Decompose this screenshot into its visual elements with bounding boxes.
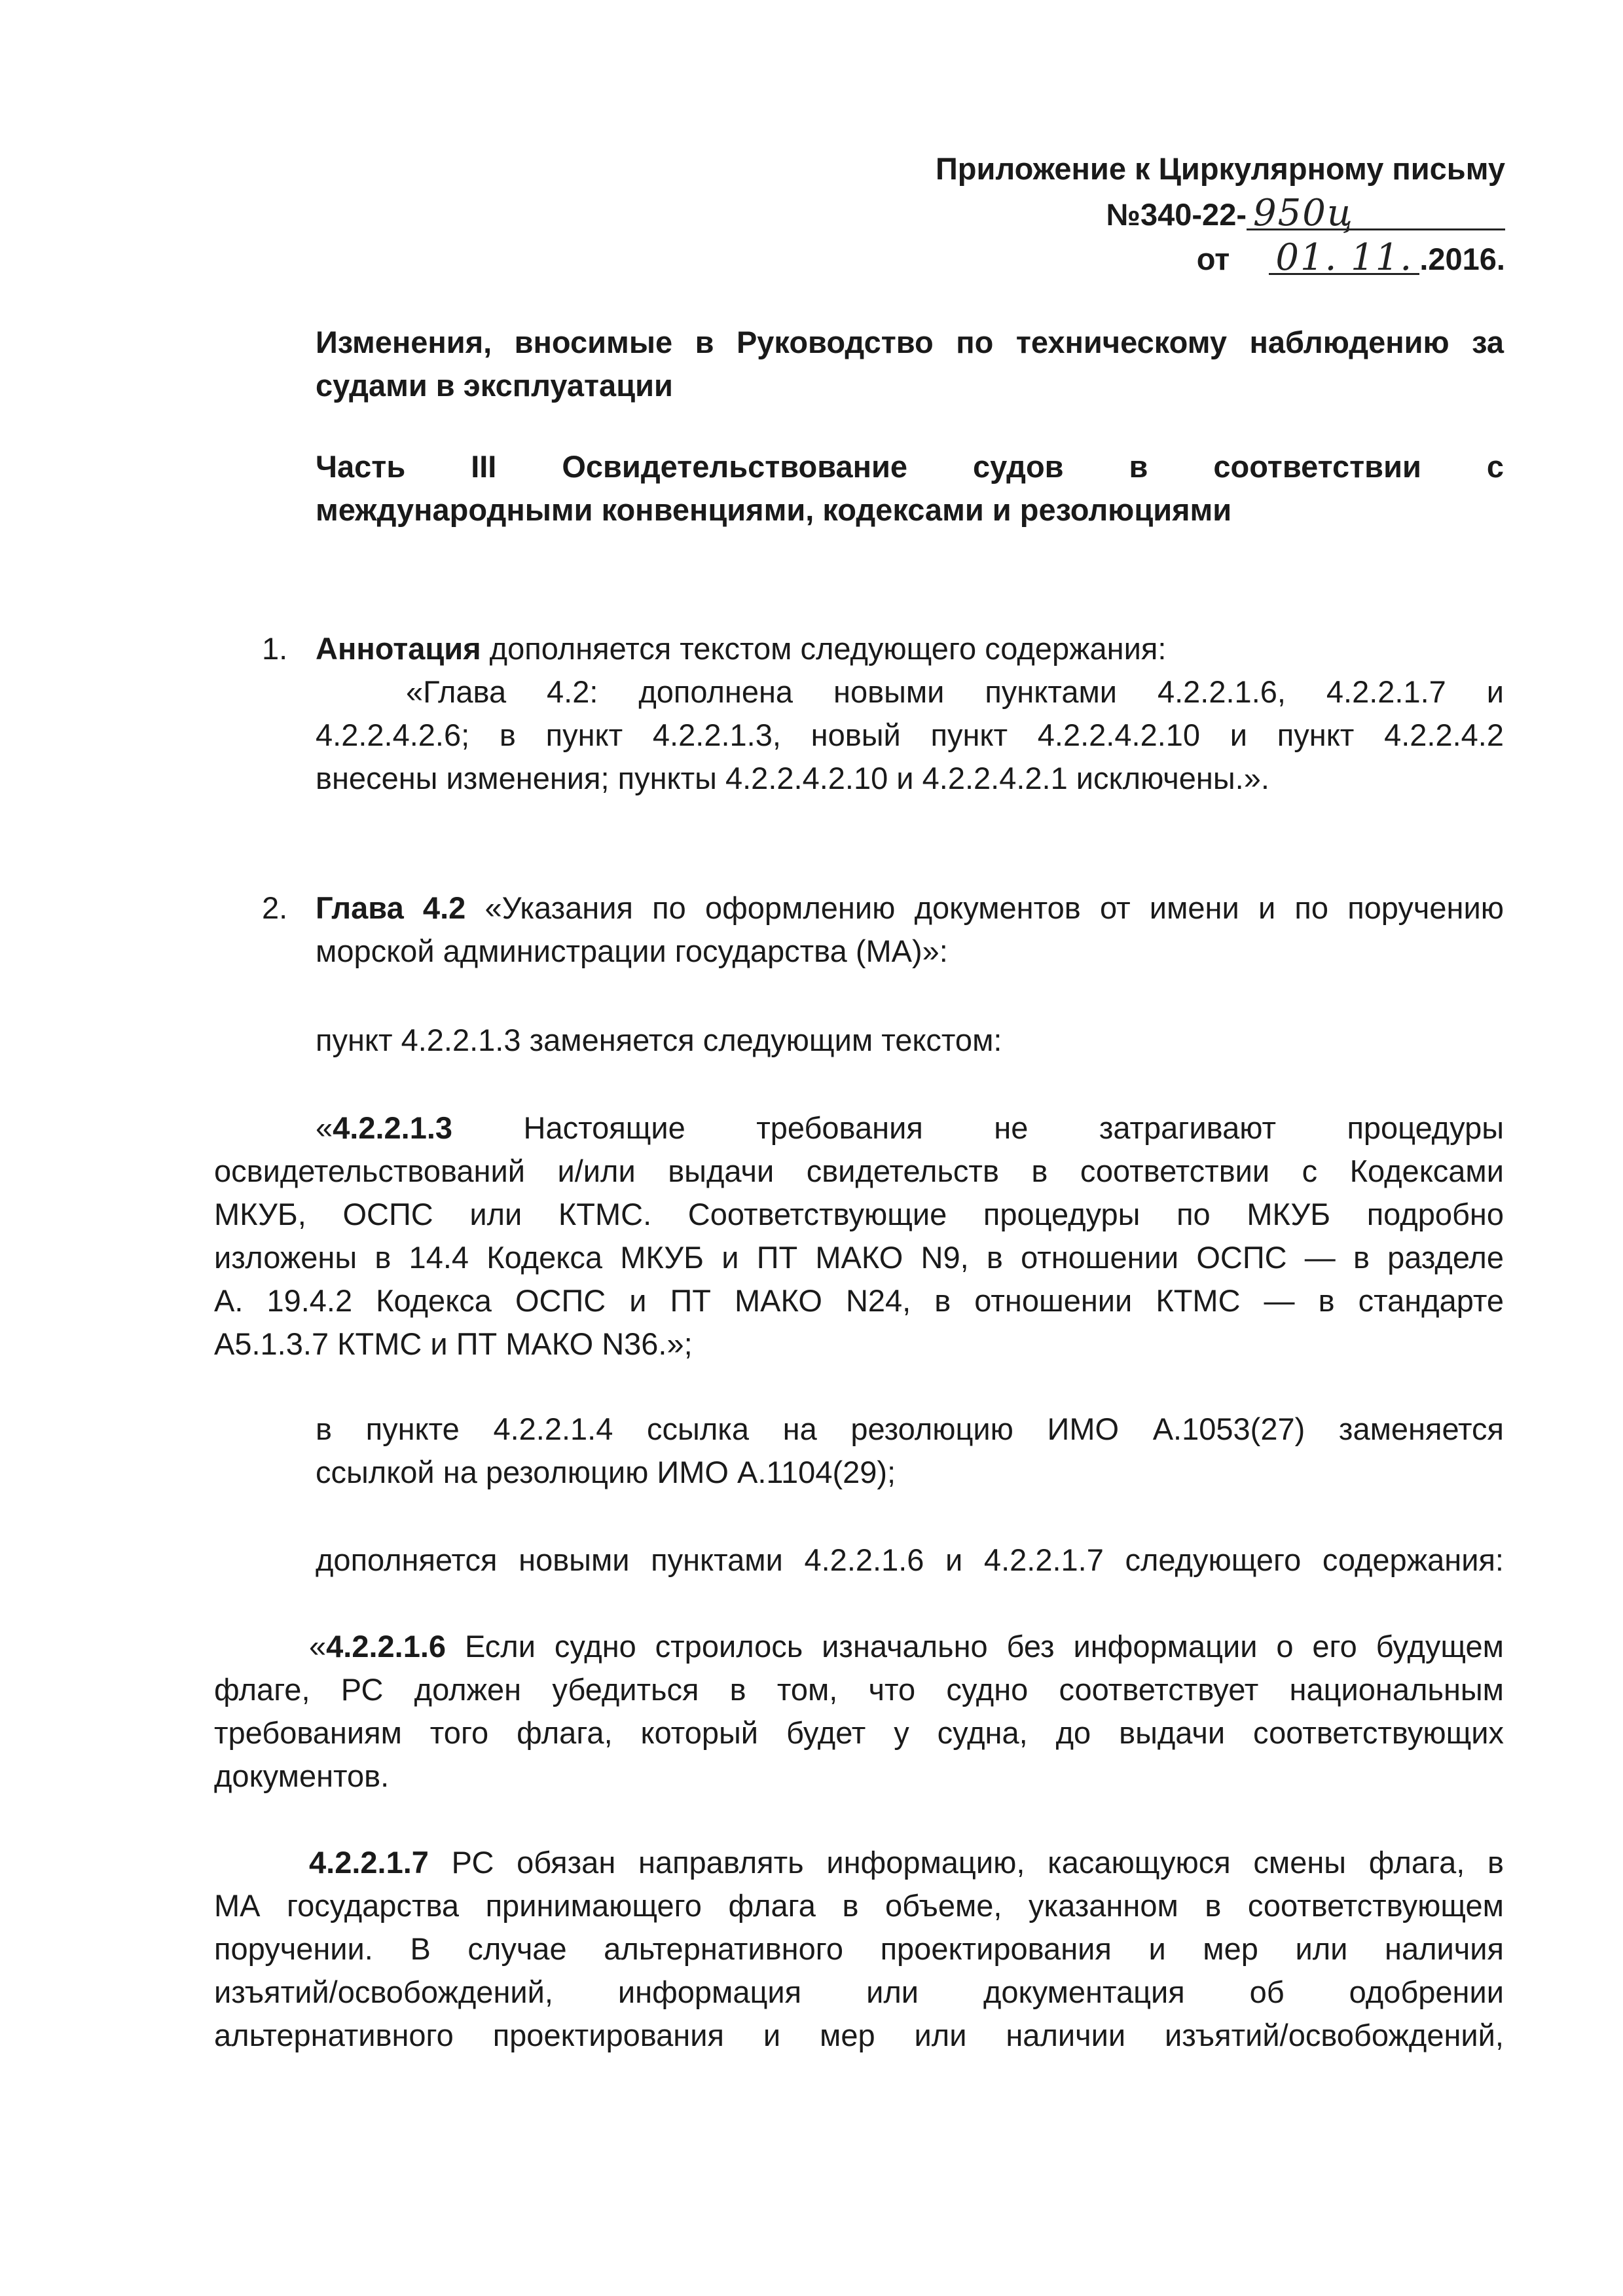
part-word: соответствии [1213,449,1421,484]
clause-4-2-2-1-7-line-2: МА государства принимающего флага в объеме, указанном в соответствующем [214,1888,1504,1923]
clause-4-2-2-1-7-line-1-rest: РС обязан направлять информацию, касающуюся смены флага, в [428,1845,1504,1880]
letter-date-prefix: от [1196,242,1230,276]
part-word: в [1129,449,1148,484]
part-title [316,445,1504,532]
clause-4-2-2-1-7-line-3: поручении. В случае альтернативного проектирования и мер или наличия [214,1931,1504,1966]
item-1-lead-rest: дополняется текстом следующего содержания: [481,631,1167,666]
open-quote: « [309,1629,327,1664]
clause-4-2-2-1-7-number: 4.2.2.1.7 [309,1845,429,1880]
letter-date-suffix: .2016. [1419,242,1505,276]
clause-4-2-2-1-4-line-2: ссылкой на резолюцию ИМО А.1104(29); [316,1455,896,1489]
clause-4-2-2-1-7 [214,1841,1504,2057]
item-1-quote-line-2: 4.2.2.4.2.6; в пункт 4.2.2.1.3, новый пункт 4.2.2.4.2.10 и пункт 4.2.2.4.2 [316,718,1504,752]
clause-4-2-2-1-7-line-4: изъятий/освобождений, информация или документация об одобрении [214,1975,1504,2009]
clause-4-2-2-1-6-line-2: флаге, РС должен убедиться в том, что судно соответствует национальным [214,1672,1504,1707]
letter-number-handwritten: 950ц [1247,194,1505,233]
clause-4-2-2-1-3-line-1 [214,1106,1504,1150]
clause-4-2-2-1-3-line-1-rest: Настоящие требования не затрагивают процедуры [452,1110,1504,1145]
clause-4-2-2-1-6-number: 4.2.2.1.6 [326,1629,447,1664]
replace-intro-text: пункт 4.2.2.1.3 заменяется следующим текстом: [316,1023,1002,1057]
document-title-line-1: Изменения, вносимые в Руководство по техническому наблюдению за [316,325,1504,359]
part-word: Освидетельствование [562,449,908,484]
clause-4-2-2-1-6-line-3: требованиям того флага, который будет у судна, до выдачи соответствующих [214,1715,1504,1750]
clause-4-2-2-1-3-line-5: А. 19.4.2 Кодекса ОСПС и ПТ МАКО N24, в отношении КТМС — в стандарте [214,1283,1504,1318]
item-2-lead-line-1 [316,886,1504,930]
item-1-lead [316,627,1504,670]
clause-4-2-2-1-6-line-1-rest: Если судно строилось изначально без информации о его будущем [446,1629,1504,1664]
add-intro-text: дополняется новыми пунктами 4.2.2.1.6 и 4.2.2.1.7 следующего содержания: [316,1542,1504,1577]
clause-4-2-2-1-7-line-5: альтернативного проектирования и мер или наличии изъятий/освобождений, [214,2018,1504,2052]
clause-4-2-2-1-3-number: 4.2.2.1.3 [333,1110,453,1145]
part-word: с [1486,449,1504,484]
item-1-number: 1. [262,631,288,666]
document-title [316,321,1504,407]
letter-date-handwritten: 01. 11. [1269,238,1419,278]
item-1-quote-line-3: внесены изменения; пункты 4.2.2.4.2.10 и 4.2.2.4.2.1 исключены.». [316,761,1269,795]
clause-4-2-2-1-3-line-2: освидетельствований и/или выдачи свидетельств в соответствии с Кодексами [214,1154,1504,1188]
replace-intro [316,1019,1504,1062]
clause-4-2-2-1-4-note [316,1408,1504,1494]
open-quote: « [316,1110,333,1145]
part-word: судов [973,449,1064,484]
clause-4-2-2-1-6-line-4: документов. [214,1758,390,1793]
clause-4-2-2-1-3-line-6: А5.1.3.7 КТМС и ПТ МАКО N36.»; [214,1326,693,1361]
item-1-lead-bold: Аннотация [316,631,481,666]
letter-date [1197,238,1505,279]
item-1-quote-line-1: «Глава 4.2: дополнена новыми пунктами 4.2.2.1.6, 4.2.2.1.7 и [406,674,1504,709]
clause-4-2-2-1-6 [214,1625,1504,1798]
item-2-number: 2. [262,890,288,925]
item-1-paragraph [316,627,1504,800]
clause-4-2-2-1-4-line-1: в пункте 4.2.2.1.4 ссылка на резолюцию ИМО А.1053(27) заменяется [316,1412,1504,1446]
item-2-lead-line-2: морской администрации государства (МА)»: [316,934,948,968]
clause-4-2-2-1-3 [214,1106,1504,1366]
part-word: Часть [316,449,406,484]
part-word: III [471,449,497,484]
appendix-heading-text: Приложение к Циркулярному письму [935,151,1505,186]
clause-4-2-2-1-6-line-1 [214,1625,1504,1668]
item-2-lead-bold: Глава 4.2 [316,890,466,925]
part-title-line-2: международными конвенциями, кодексами и резолюциями [316,492,1232,527]
document-title-line-2: судами в эксплуатации [316,368,673,403]
item-2-lead-paragraph [316,886,1504,973]
clause-4-2-2-1-3-line-3: МКУБ, ОСПС или КТМС. Соответствующие процедуры по МКУБ подробно [214,1197,1504,1231]
item-2-lead-rest: «Указания по оформлению документов от имени и по поручению [465,890,1504,925]
add-intro [316,1539,1504,1582]
letter-number-prefix: №340-22- [1106,197,1247,232]
part-title-line-1 [316,445,1504,488]
clause-4-2-2-1-7-line-1 [214,1841,1504,1884]
letter-number [1106,194,1505,234]
clause-4-2-2-1-3-line-4: изложены в 14.4 Кодекса МКУБ и ПТ МАКО N9, в отношении ОСПС — в разделе [214,1240,1504,1275]
appendix-heading [936,149,1505,189]
